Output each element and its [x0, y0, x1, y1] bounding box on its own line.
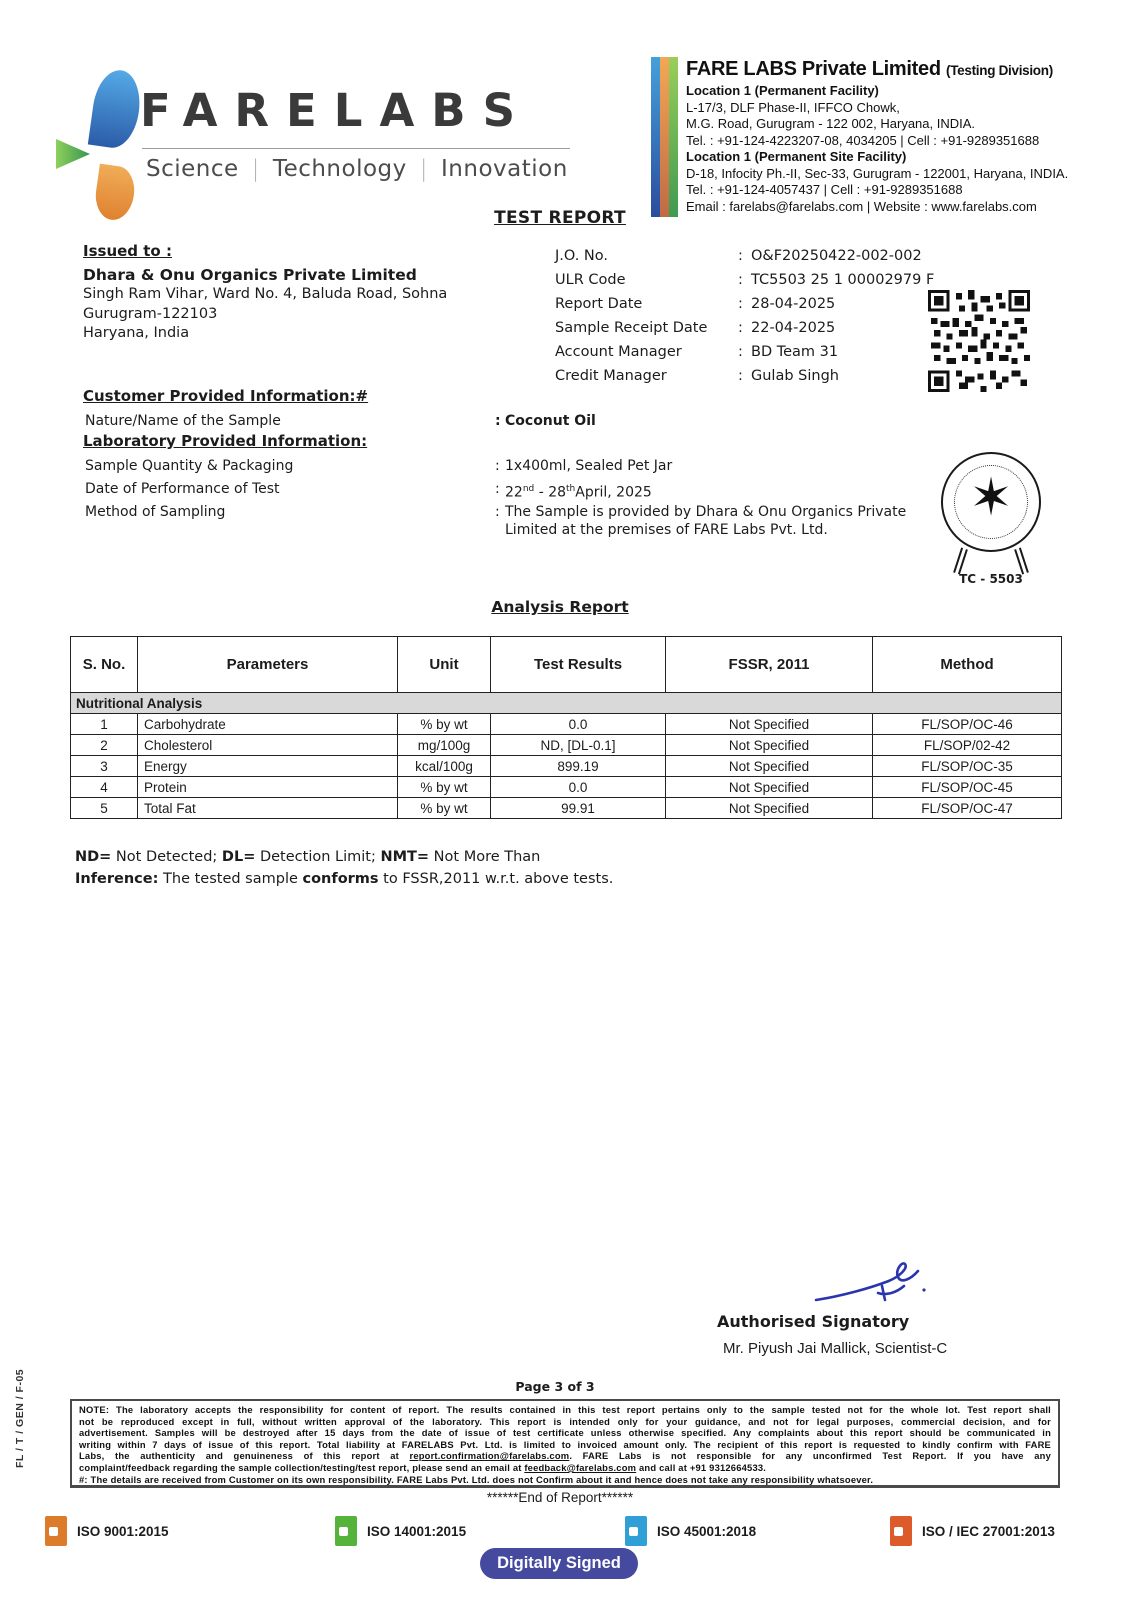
test-date-value: 22nd - 28thApril, 2025	[505, 484, 652, 501]
logo-green-petal-icon	[56, 139, 90, 169]
feedback-email-link[interactable]: feedback@farelabs.com	[524, 1461, 637, 1473]
header-method: Method	[873, 637, 1062, 693]
iso-27001-item	[890, 1516, 1055, 1546]
customer-address-line2: Gurugram-122103	[83, 305, 218, 322]
table-header-row	[71, 637, 1062, 693]
table-row: 4 Protein % by wt 0.0 Not Specified FL/SOP/OC-45	[71, 777, 1062, 798]
report-meta	[555, 244, 945, 388]
footnotes	[75, 846, 975, 890]
iso-14001-label: ISO 14001:2015	[367, 1523, 467, 1539]
nabl-star-icon: ✶	[969, 468, 1013, 528]
note-line: Labs, the authenticity and genuineness of this report at report.confirmation@farelabs.com. FARE Labs is not responsible for any unconfirmed Test Report. If you have any	[79, 1450, 1051, 1462]
signature-scribble	[812, 1256, 937, 1314]
iso-45001-badge-icon	[625, 1516, 647, 1546]
report-date-row: Report Date : 28-04-2025	[555, 292, 945, 316]
iso-9001-item	[45, 1516, 335, 1546]
signatory-name: Mr. Piyush Jai Mallick, Scientist-C	[723, 1340, 948, 1357]
report-title: TEST REPORT	[494, 208, 626, 228]
logo-blue-petal-icon	[88, 67, 144, 151]
customer-info-heading: Customer Provided Information:#	[83, 387, 369, 405]
account-manager-value: BD Team 31	[751, 344, 839, 360]
issued-to-label: Issued to :	[83, 242, 172, 260]
credit-manager-row: Credit Manager : Gulab Singh	[555, 364, 945, 388]
location2-heading: Location 1 (Permanent Site Facility)	[686, 149, 907, 164]
location2-phone: Tel. : +91-124-4057437 | Cell : +91-9289351688	[686, 182, 963, 197]
company-name: FARE LABS Private Limited (Testing Division)	[686, 58, 1053, 80]
iso-9001-label: ISO 9001:2015	[77, 1523, 169, 1539]
location1-heading: Location 1 (Permanent Facility)	[686, 83, 879, 98]
iso-45001-item	[625, 1516, 890, 1546]
note-line: #: The details are received from Customer on its own responsibility. FARE Labs Pvt. Ltd. does not Confirm about it and hence does not take any responsibility whatsoever.	[79, 1473, 874, 1485]
authorised-signatory-label: Authorised Signatory	[717, 1312, 910, 1331]
customer-address-line1: Singh Ram Vihar, Ward No. 4, Baluda Road, Sohna	[83, 286, 448, 302]
logo-divider	[142, 148, 570, 149]
header-unit: Unit	[398, 637, 491, 693]
customer-address-line3: Haryana, India	[83, 325, 190, 341]
nabl-seal-icon	[941, 452, 1041, 552]
abbreviations-line: ND= Not Detected; DL= Detection Limit; NMT= Not More Than	[75, 849, 541, 865]
report-date-value: 28-04-2025	[751, 296, 836, 312]
company-header	[651, 57, 1069, 217]
company-division: (Testing Division)	[946, 63, 1053, 78]
sample-quantity-row: Sample Quantity & Packaging : 1x400ml, Sealed Pet Jar	[85, 457, 965, 475]
customer-name: Dhara & Onu Organics Private Limited	[83, 266, 417, 284]
farelabs-logo-icon	[60, 62, 140, 222]
note-line: complaint/feedback regarding the sample collection/testing/test report, please send an email at feedback@farelabs.com and call at +91 9312664533.	[79, 1461, 767, 1473]
brand-color-bar	[651, 57, 678, 217]
analysis-report-title: Analysis Report	[491, 598, 629, 616]
note-line: writing within 7 days of issue of this report. Total liability at FARELABS Pvt. Ltd. is limited to invoiced amount only. The recipient of this report is requested to kindly confirm with FARE	[79, 1438, 1051, 1450]
note-line: NOTE: The laboratory accepts the responsibility for content of report. The results contained in this test report pertains only to the sample tested not for the whole lot. Test report shall	[79, 1404, 1051, 1415]
sample-nature-row: Nature/Name of the Sample : Coconut Oil	[85, 412, 965, 430]
orange-stripe	[660, 57, 669, 217]
green-stripe	[669, 57, 678, 217]
header-fssr: FSSR, 2011	[666, 637, 873, 693]
ulr-code-value: TC5503 25 1 00002979 F	[751, 272, 935, 288]
nabl-tc-code: TC - 5503	[959, 572, 1023, 586]
table-row: 3 Energy kcal/100g 899.19 Not Specified FL/SOP/OC-35	[71, 756, 1062, 777]
sampling-method-value: The Sample is provided by Dhara & Onu Organics Private Limited at the premises of FARE Labs Pvt. Ltd.	[505, 504, 907, 538]
location1-address-line1: L-17/3, DLF Phase-II, IFFCO Chowk,	[686, 99, 900, 115]
company-email-website: Email : farelabs@farelabs.com | Website : www.farelabs.com	[686, 198, 1037, 214]
jo-no-value: O&F20250422-002-002	[751, 248, 922, 264]
header-test-results: Test Results	[491, 637, 666, 693]
tagline-innovation: Innovation	[441, 156, 568, 182]
tagline-separator: |	[251, 156, 260, 182]
iso-45001-label: ISO 45001:2018	[657, 1523, 757, 1539]
ulr-code-row: ULR Code : TC5503 25 1 00002979 F	[555, 268, 945, 292]
iso-27001-badge-icon	[890, 1516, 912, 1546]
report-confirmation-email-link[interactable]: report.confirmation@farelabs.com	[409, 1450, 570, 1462]
nabl-accreditation-emblem	[933, 452, 1049, 586]
header-parameters: Parameters	[138, 637, 398, 693]
section-row-nutritional: Nutritional Analysis	[71, 693, 1062, 714]
iso-certifications	[45, 1516, 1055, 1546]
logo-tagline	[146, 156, 576, 182]
blue-stripe	[651, 57, 660, 217]
tagline-science: Science	[146, 156, 239, 182]
test-date-row: Date of Performance of Test : 22nd - 28thApril, 2025	[85, 480, 965, 502]
header-sno: S. No.	[71, 637, 138, 693]
table-row: 2 Cholesterol mg/100g ND, [DL-0.1] Not Specified FL/SOP/02-42	[71, 735, 1062, 756]
issued-to-block	[83, 242, 543, 344]
form-code-side-label: FL / T / GEN / F-05	[14, 1368, 26, 1468]
table-row: 5 Total Fat % by wt 99.91 Not Specified FL/SOP/OC-47	[71, 798, 1062, 819]
account-manager-row: Account Manager : BD Team 31	[555, 340, 945, 364]
sampling-method-row: Method of Sampling : The Sample is provided by Dhara & Onu Organics Private Limited at the premises of FARE Labs Pvt. Ltd.	[85, 503, 965, 539]
sample-nature-value: Coconut Oil	[505, 413, 596, 429]
location1-address-line2: M.G. Road, Gurugram - 122 002, Haryana, INDIA.	[686, 116, 976, 131]
end-of-report: ******End of Report******	[486, 1490, 634, 1505]
analysis-table	[70, 636, 1062, 819]
iso-9001-badge-icon	[45, 1516, 67, 1546]
inference-line: Inference: The tested sample conforms to FSSR,2011 w.r.t. above tests.	[75, 871, 614, 887]
tagline-technology: Technology	[272, 156, 407, 182]
location1-phone: Tel. : +91-124-4223207-08, 4034205 | Cell : +91-9289351688	[686, 132, 1040, 148]
logo-wordmark: FARELABS	[140, 84, 533, 137]
tagline-separator: |	[419, 156, 429, 182]
sample-receipt-date-value: 22-04-2025	[751, 320, 836, 336]
note-box	[70, 1399, 1060, 1488]
note-line: not be reproduced except in full, without written approval of the laboratory. This report is intended only for your guidance, and not for legal purposes, commercial decision, and for	[79, 1415, 1051, 1427]
iso-27001-label: ISO / IEC 27001:2013	[922, 1523, 1055, 1539]
qr-code	[928, 290, 1030, 392]
sample-receipt-date-row: Sample Receipt Date : 22-04-2025	[555, 316, 945, 340]
note-line: advertisement. Samples will be destroyed after 15 days from the date of issue of test certificate unless otherwise specified. Any complaints about this report should be communicated in	[79, 1427, 1051, 1439]
table-row: 1 Carbohydrate % by wt 0.0 Not Specified FL/SOP/OC-46	[71, 714, 1062, 735]
digitally-signed-stamp[interactable]: Digitally Signed	[480, 1548, 638, 1579]
sample-quantity-value: 1x400ml, Sealed Pet Jar	[505, 458, 673, 474]
lab-info-heading: Laboratory Provided Information:	[83, 432, 368, 450]
credit-manager-value: Gulab Singh	[751, 368, 839, 384]
iso-14001-item	[335, 1516, 625, 1546]
iso-14001-badge-icon	[335, 1516, 357, 1546]
location2-address: D-18, Infocity Ph.-II, Sec-33, Gurugram - 122001, Haryana, INDIA.	[686, 165, 1069, 181]
jo-no-row: J.O. No. : O&F20250422-002-002	[555, 244, 945, 268]
page-number: Page 3 of 3	[515, 1379, 595, 1394]
